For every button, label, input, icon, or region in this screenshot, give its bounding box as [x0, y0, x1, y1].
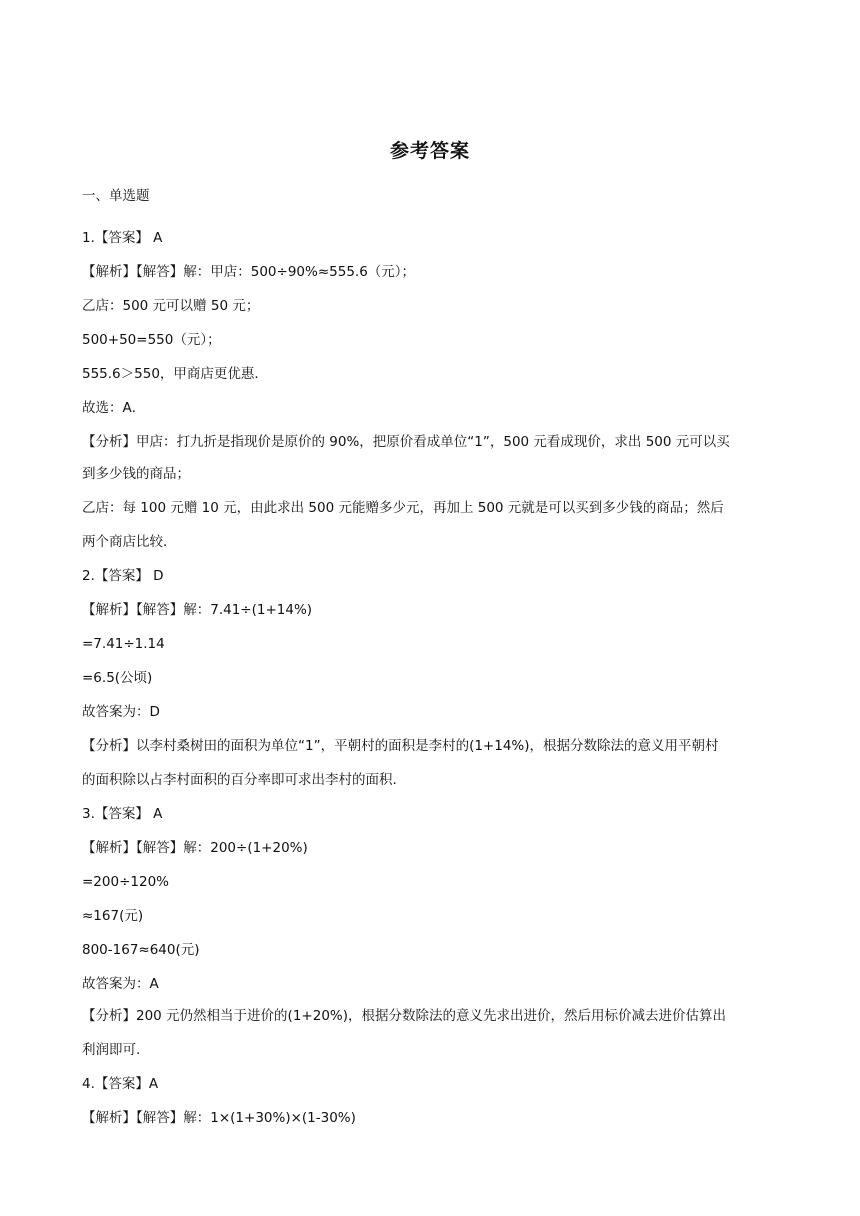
q3-answer: 3.【答案】 A: [82, 806, 163, 822]
q1-solution-line: 555.6＞550，甲商店更优惠．: [82, 366, 268, 382]
q2-answer: 2.【答案】 D: [82, 568, 164, 584]
q1-analysis-line: 两个商店比较．: [82, 534, 177, 550]
q3-analysis-line: 利润即可.: [82, 1042, 141, 1058]
q3-solution-line: =200÷120%: [82, 874, 169, 890]
q3-solution-line: 故答案为：A: [82, 976, 159, 992]
q2-solution-line: =6.5(公顷): [82, 670, 153, 686]
q2-analysis-line: 【分析】以李村桑树田的面积为单位“1”，平朝村的面积是李村的(1+14%)，根据分数除法的意义用平朝村: [82, 738, 719, 754]
q2-solution-line: 【解析】【解答】解：7.41÷(1+14%): [82, 602, 313, 618]
q3-solution-line: 800-167≈640(元): [82, 942, 200, 958]
q2-analysis-line: 的面积除以占李村面积的百分率即可求出李村的面积.: [82, 772, 397, 788]
page-title: 参考答案: [389, 140, 470, 162]
q1-solution-line: 乙店：500 元可以赠 50 元；: [82, 298, 260, 314]
q1-analysis-line: 【分析】甲店：打九折是指现价是原价的 90%，把原价看成单位“1”，500 元看成现价，求出 500 元可以买: [82, 434, 730, 450]
q2-solution-line: =7.41÷1.14: [82, 636, 165, 652]
q3-analysis-line: 【分析】200 元仍然相当于进价的(1+20%)，根据分数除法的意义先求出进价，然后用标价减去进价估算出: [82, 1008, 726, 1024]
q1-solution-line: 故选：A．: [82, 400, 146, 416]
q2-solution-line: 故答案为：D: [82, 704, 160, 720]
q3-solution-line: 【解析】【解答】解：200÷(1+20%): [82, 840, 308, 856]
q1-analysis-line: 乙店：每 100 元赠 10 元，由此求出 500 元能赠多少元，再加上 500 元就是可以买到多少钱的商品；然后: [82, 500, 724, 516]
section-heading: 一、单选题: [82, 188, 150, 204]
q1-analysis-line: 到多少钱的商品；: [82, 466, 190, 482]
q4-answer: 4.【答案】A: [82, 1076, 159, 1092]
q1-solution-line: 500+50=550（元）；: [82, 332, 221, 348]
q3-solution-line: ≈167(元): [82, 908, 144, 924]
q1-answer: 1.【答案】 A: [82, 230, 163, 246]
q4-solution-line: 【解析】【解答】解：1×(1+30%)×(1-30%): [82, 1110, 356, 1126]
q1-solution-line: 【解析】【解答】解：甲店：500÷90%≈555.6（元）；: [82, 264, 416, 280]
